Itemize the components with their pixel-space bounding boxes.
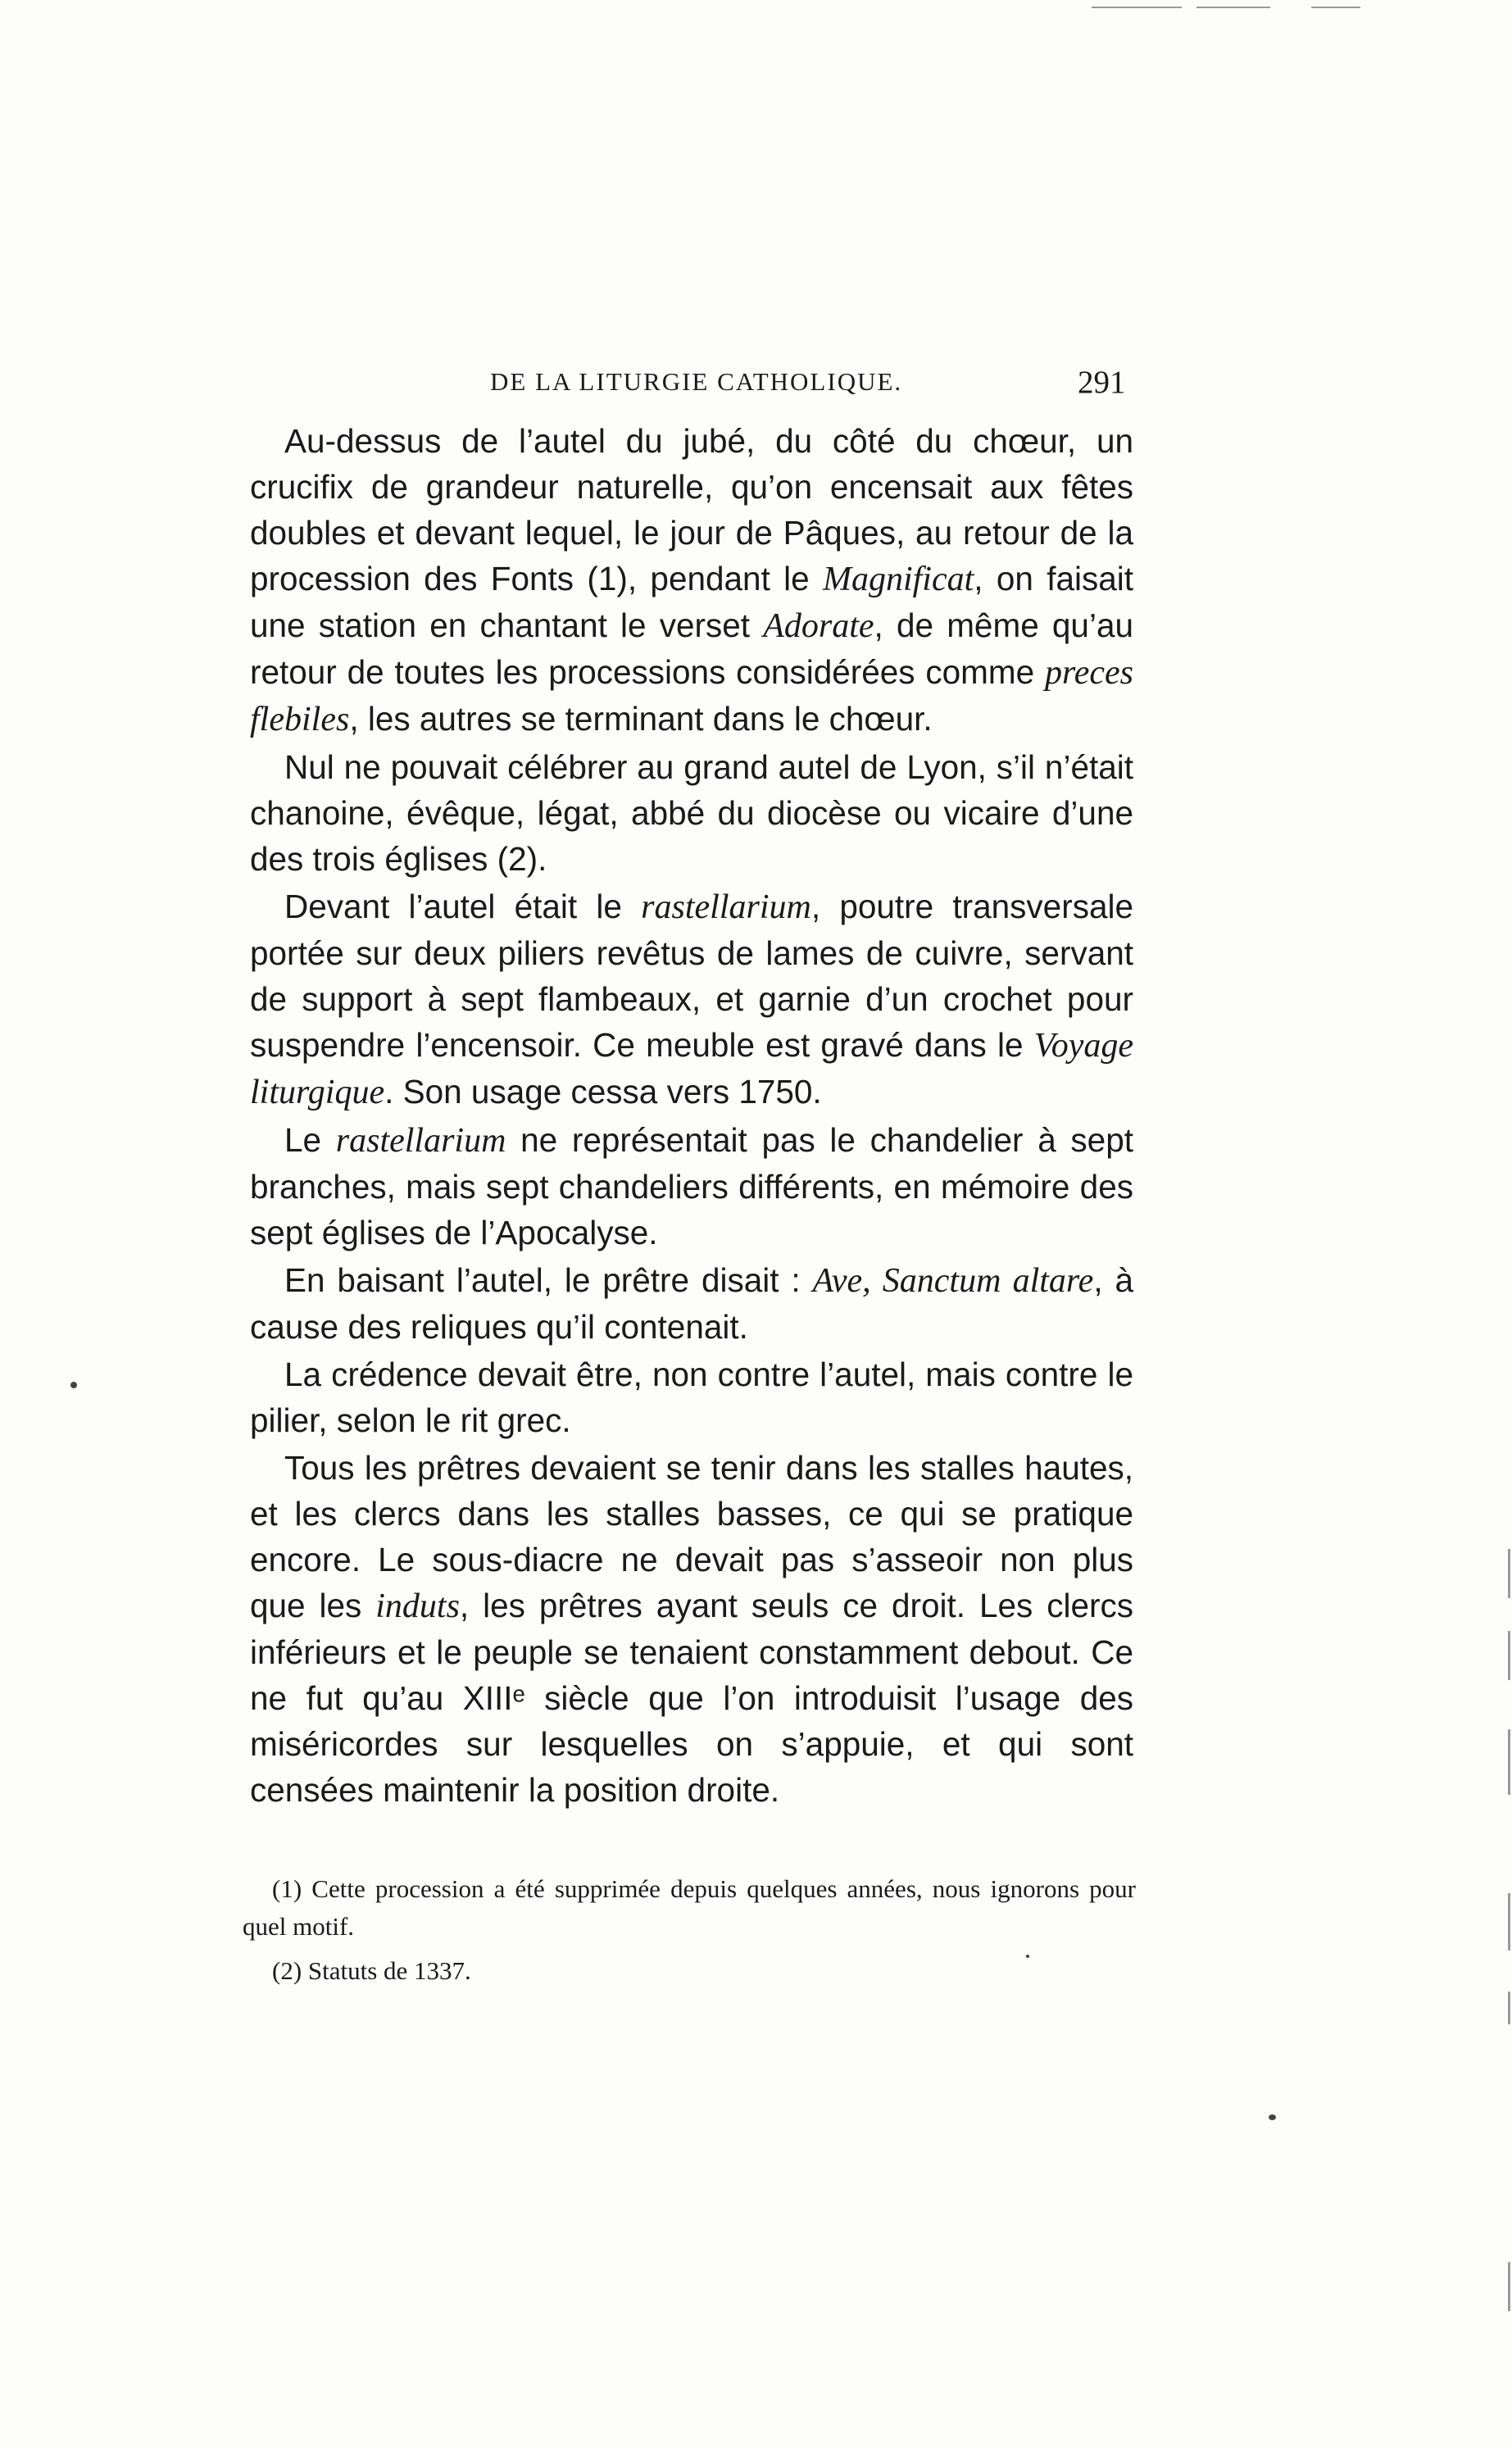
paragraph-7 [250,1445,1133,1813]
scan-edge-mark [1508,1549,1510,1598]
scan-edge-mark [1508,1893,1510,1951]
ink-speck [1026,1955,1029,1958]
text-segment: La crédence devait être, non contre l’autel, mais contre le pilier, selon le rit grec. [250,1356,1133,1439]
italic-term-preces-flebiles: preces flebiles [250,654,1133,738]
paragraph-3 [250,883,1133,1115]
text-segment: Tous les prêtres devaient se tenir dans les stalles hautes, et les clercs dans les stalles basses, ce qui se pratique encore. Le sous-diacre ne devait pas s’asseoir non plus que les [250,1449,1133,1624]
running-header: DE LA LITURGIE CATHOLIQUE. [490,367,903,396]
italic-term-rastellarium: rastellarium [335,1122,506,1160]
paragraph-2 [250,744,1133,882]
paragraph-5 [250,1257,1133,1350]
scan-edge-mark [1508,2262,1510,2311]
text-segment: Devant l’autel était le [284,888,642,925]
paragraph-4 [250,1117,1133,1256]
main-text [250,418,1133,1814]
scan-edge-mark [1196,7,1270,8]
page-number: 291 [1078,365,1126,400]
text-segment: Au-dessus de l’autel du jubé, du côté du chœur, un crucifix de grandeur naturelle, qu’on encensait aux fêtes doubles et devant lequel, le jour de Pâques, au retour de la procession des Fonts (1), pendant le [250,422,1133,597]
italic-term-rastellarium: rastellarium [641,888,811,926]
scan-edge-mark [1508,1992,1510,2024]
text-segment: , on faisait une station en chantant le verset [250,560,1133,644]
footnotes [243,1870,1136,1996]
text-segment: Le [284,1121,336,1159]
paragraph-6 [250,1351,1133,1443]
scan-edge-mark [1508,1729,1510,1795]
text-segment: , de même qu’au retour de toutes les processions considérées comme [250,606,1133,691]
footnote-2: (2) Statuts de 1337. [272,1956,471,1985]
text-segment: Nul ne pouvait célébrer au grand autel de Lyon, s’il n’était chanoine, évêque, légat, abbé du diocèse ou vicaire d’une des trois églises (2). [250,748,1133,878]
text-segment: En baisant l’autel, le prêtre disait : [284,1261,813,1299]
text-segment: ne représentait pas le chandelier à sept branches, mais sept chandeliers différents, en mémoire des sept églises de l’Apocalyse. [250,1121,1133,1251]
footnote-1: (1) Cette procession a été supprimée depuis quelques années, nous ignorons pour quel motif. [243,1874,1136,1941]
scan-edge-mark [1092,7,1182,8]
text-segment: , à cause des reliques qu’il contenait. [250,1261,1134,1346]
italic-term-magnificat: Magnificat [822,561,974,598]
scan-edge-mark [1508,1631,1510,1680]
italic-quote-ave-sanctum-altare: Ave, Sanctum altare [812,1262,1094,1300]
text-segment: , les prêtres ayant seuls ce droit. Les clercs inférieurs et le peuple se tenaient constamment debout. Ce ne fut qu’au XIIIᵉ siècle que l’on introduisit l’usage des miséricordes sur lesquelles on s’appuie, et qui sont censées maintenir la position droite. [250,1587,1133,1809]
italic-title-voyage-liturgique: Voyage liturgique [250,1027,1133,1111]
text-segment: , poutre transversale portée sur deux piliers revêtus de lames de cuivre, servant de support à sept flambeaux, et garnie d’un crochet pour suspendre l’encensoir. Ce meuble est gravé dans le [250,888,1133,1064]
ink-speck [70,1382,77,1388]
scan-edge-mark [1311,7,1360,8]
paragraph-1 [250,418,1133,743]
italic-term-induts: induts [375,1587,460,1625]
text-segment: , les autres se terminant dans le chœur. [349,700,933,738]
text-segment: . Son usage cessa vers 1750. [384,1073,822,1110]
ink-speck [1269,2114,1276,2120]
italic-term-adorate: Adorate [763,607,874,645]
